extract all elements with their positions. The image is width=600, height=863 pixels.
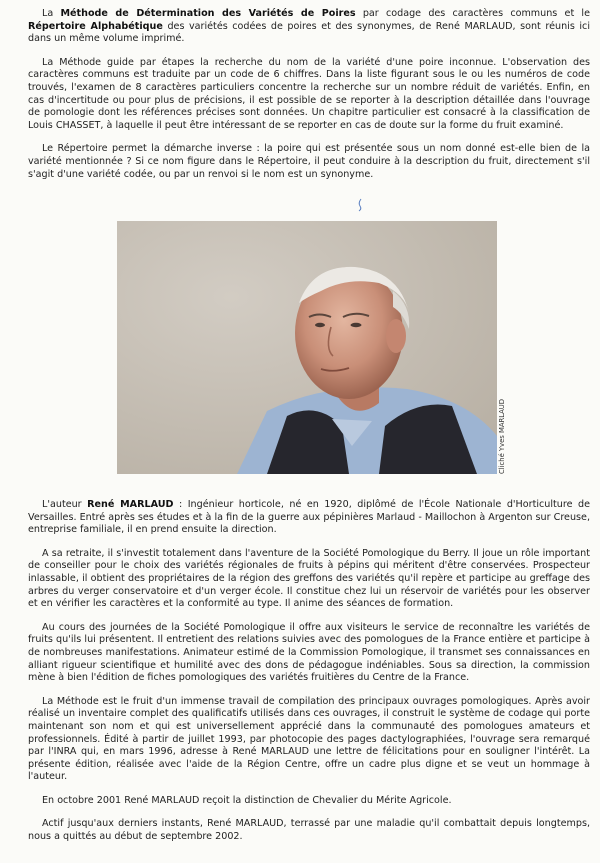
intro-paragraph-3: Le Répertoire permet la démarche inverse : la poire qui est présentée sous un nom donné est-elle bien de la variété mentionnée ? Si ce nom figure dans le Répertoire, il peut conduire à la description du fruit, directement s'il s'agit d'une variété codée, ou par un renvoi si le nom est un synonyme.: [28, 143, 590, 180]
portrait-illustration: [117, 221, 497, 474]
author-name: René MARLAUD: [87, 499, 174, 510]
text-run: La: [42, 8, 61, 19]
bio-paragraph-3: Au cours des journées de la Société Pomologique il offre aux visiteurs le service de reconnaître les variétés de fruits qu'ils lui présentent. Il entretient des relations suivies avec des pomologues de la France entière et participe à de nombreuses manifestations. Animateur estimé de la Commission Pomologique, il transmet ses connaissances en alliant rigueur scientifique et humilité avec des dons de pédagogue indéniables. Sous sa direction, la commission mène à bien l'édition de fiches pomologiques des variétés fruitières du Centre de la France.: [28, 621, 590, 684]
text-run: des variétés codées de poires et des synonymes, de René MARLAUD, sont réunis ici dans un même volume imprimé.: [28, 20, 590, 45]
intro-section: [28, 8, 590, 181]
text-run: : Ingénieur horticole, né en 1920, diplômé de l'École Nationale d'Horticulture de Versailles. Entré après ses études et à la fin de la guerre aux pépinières Marlaud - Maillochon à Argenton sur Creuse, entreprise familiale, il en prend ensuite la direction.: [28, 499, 590, 536]
intro-paragraph-2: La Méthode guide par étapes la recherche du nom de la variété d'une poire inconnue. L'observation des caractères communs est traduite par un code de 6 chiffres. Dans la liste figurant sous le ou les numéros de code trouvés, l'examen de 8 caractères particuliers concentre la recherche sur un nombre réduit de variétés. Enfin, en cas d'incertitude ou pour plus de précisions, il est possible de se reporter à la description détaillée dans l'ouvrage de pomologie dont les références précises sont données. Un chapitre particulier est consacré à la classification de Louis CHASSET, à laquelle il peut être intéressant de se reporter en cas de doute sur la forme du fruit examiné.: [28, 56, 590, 131]
bio-paragraph-1: [28, 499, 590, 537]
bio-paragraph-6: Actif jusqu'aux derniers instants, René MARLAUD, terrassé par une maladie qu'il combattait depuis longtemps, nous a quittés au début de septembre 2002.: [28, 818, 590, 843]
bio-paragraph-5: En octobre 2001 René MARLAUD reçoit la distinction de Chevalier du Mérite Agricole.: [42, 794, 452, 806]
intro-paragraph-1: [28, 8, 590, 46]
author-photo: [117, 221, 497, 474]
repertoire-title: Répertoire Alphabétique: [28, 20, 163, 32]
bio-section: [28, 499, 590, 844]
photo-credit: Cliché Yves MARLAUD: [498, 398, 506, 474]
text-run: L'auteur: [42, 499, 88, 510]
text-run: par codage des caractères communs et le: [355, 8, 590, 19]
pen-mark: [356, 198, 364, 212]
method-title: Méthode de Détermination des Variétés de Poires: [60, 8, 356, 19]
bio-paragraph-2: A sa retraite, il s'investit totalement dans l'aventure de la Société Pomologique du Berry. Il joue un rôle important de conseiller pour le choix des variétés régionales de fruits à pépins qui méritent d'être conservées. Prospecteur inlassable, il obtient des propriétaires de la région des greffons des variétés qu'il repère et participe au greffage des arbres du verger conservatoire et d'un verger école. Il constitue chez lui un réservoir de variétés pour les observer et en vérifier les caractères et la conformité au type. Il anime des séances de formation.: [28, 547, 590, 610]
bio-paragraph-4: La Méthode est le fruit d'un immense travail de compilation des principaux ouvrages pomologiques. Après avoir réalisé un inventaire complet des qualificatifs utilisés dans ces ouvrages, il construit le système de codage qui porte maintenant son nom et qui est universellement apprécié dans la communauté des pomologues amateurs et professionnels. Édité à partir de juillet 1993, par photocopie des pages dactylographiées, l'ouvrage sera remarqué par l'INRA qui, en mars 1996, adresse à René MARLAUD une lettre de félicitations pour en souligner l'intérêt. La présente édition, réalisée avec l'aide de la Région Centre, offre un cadre plus digne et se veut un hommage à l'auteur.: [28, 695, 590, 783]
